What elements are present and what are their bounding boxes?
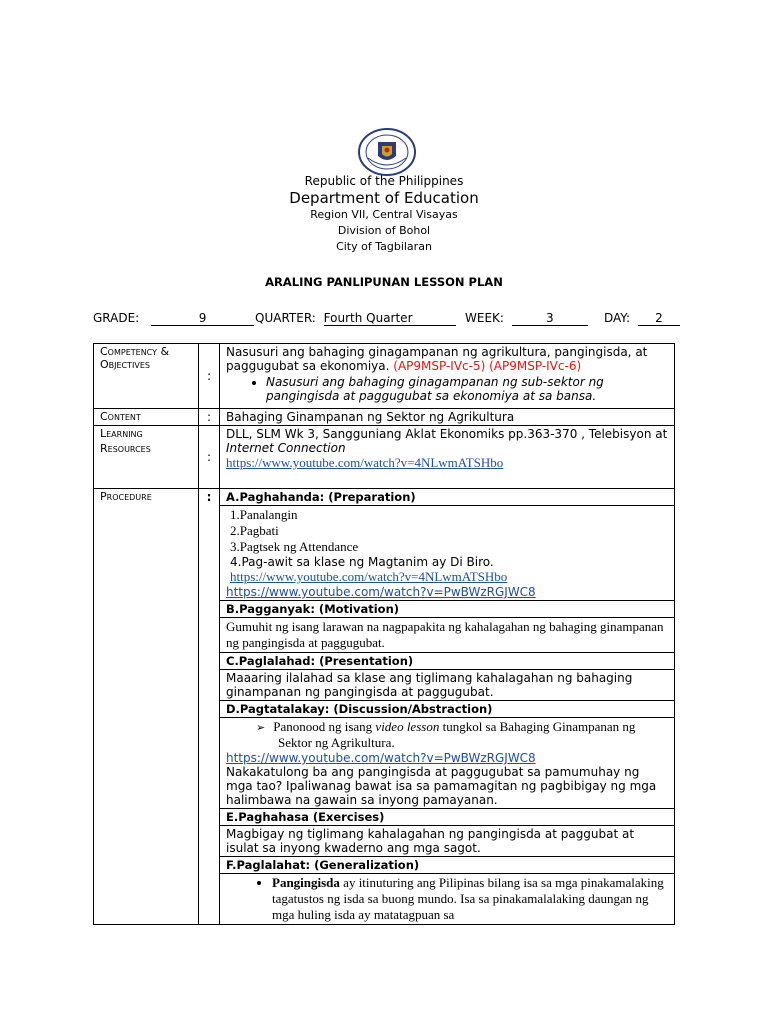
content-colon: :: [199, 409, 220, 426]
department-line: Department of Education: [289, 189, 479, 207]
lesson-plan-table: [93, 343, 675, 925]
region-line: Region VII, Central Visayas: [310, 208, 458, 221]
competency-bullet: • Nasusuri ang bahaging ginagampanan ng sub-sektor ng pangingisda at paggugubat sa ekonomiya at sa bansa.: [266, 375, 668, 403]
prep-youtube-link-1[interactable]: https://www.youtube.com/watch?v=4NLwmATSHbo: [230, 569, 508, 584]
presentation-text: Maaaring ilalahad sa klase ang tiglimang kahalagahan ng bahaging ginampanan ng pangingisda at paggugubat.: [220, 670, 675, 701]
competency-label: Competency & Objectives: [94, 344, 199, 409]
discussion-text: Nakakatulong ba ang pangingisda at paggugubat sa pamumuhay ng mga tao? Ipaliwanag bawat isa sa pamamagitan ng pagbibigay ng mga halimbawa na gawain sa inyong pamayanan.: [226, 765, 657, 807]
day-value: 2: [638, 312, 680, 326]
presentation-title: C.Paglalahad: (Presentation): [220, 653, 675, 670]
week-label: WEEK:: [465, 311, 504, 325]
prep-item-3: 3.Pagtsek ng Attendance: [230, 539, 359, 554]
deped-seal-logo: [356, 128, 418, 176]
generalization-title: F.Paglalahat: (Generalization): [220, 857, 675, 874]
content-label: Content: [94, 409, 199, 426]
generalization-content: [220, 874, 675, 925]
grade-value: 9: [151, 312, 254, 326]
resources-youtube-link[interactable]: https://www.youtube.com/watch?v=4NLwmATSHbo: [226, 455, 504, 470]
exercises-title: E.Paghahasa (Exercises): [220, 809, 675, 826]
prep-item-4: 4.Pag-awit sa klase ng Magtanim ay Di Biro.: [230, 555, 494, 569]
content-row: [94, 409, 675, 426]
procedure-row-a-title: [94, 489, 675, 506]
procedure-colon: :: [199, 489, 220, 925]
quarter-label: QUARTER:: [255, 311, 316, 325]
procedure-label: Procedure: [94, 489, 199, 925]
exercises-text: Magbigay ng tiglimang kahalagahan ng pangingisda at paggubat at isulat sa inyong kwaderno ang mga sagot.: [220, 826, 675, 857]
competency-colon: :: [199, 344, 220, 409]
quarter-value: Fourth Quarter: [324, 312, 456, 326]
competency-row: [94, 344, 675, 409]
division-line: Division of Bohol: [337, 224, 431, 237]
competency-text: Nasusuri ang bahaging ginagampanan ng agrikultura, pangingisda, at paggugubat sa ekonomiya. (AP9MSP-IVc-5) (AP9MSP-IVc-6) • Nasusuri ang bahaging ginagampanan ng sub-sektor ng pangingisda at paggugubat sa ekonomiya at sa bansa.: [220, 344, 675, 409]
resources-text: DLL, SLM Wk 3, Sangguniang Aklat Ekonomiks pp.363-370 , Telebisyon at Internet Connection https://www.youtube.com/watch?v=4NLwmATSHbo: [220, 426, 675, 489]
prep-item-1: 1.Panalangin: [230, 507, 298, 522]
document-title: ARALING PANLIPUNAN LESSON PLAN: [265, 275, 503, 289]
motivation-text: Gumuhit ng isang larawan na nagpapakita ng kahalagahan ng bahaging ginampanan ng pangingisda at paggugubat.: [220, 618, 675, 653]
preparation-title: A.Paghahanda: (Preparation): [220, 489, 675, 506]
discussion-youtube-link[interactable]: https://www.youtube.com/watch?v=PwBWzRGJWC8: [226, 751, 536, 765]
republic-line: Republic of the Philippines: [304, 174, 464, 188]
discussion-content: [220, 718, 675, 809]
resources-label: Learning Resources: [94, 426, 199, 489]
motivation-title: B.Pagganyak: (Motivation): [220, 601, 675, 618]
preparation-content: [220, 506, 675, 601]
discussion-title: D.Pagtatalakay: (Discussion/Abstraction): [220, 701, 675, 718]
discussion-bullet: ➢ Panonood ng isang video lesson tungkol sa Bahaging Ginampanan ng Sektor ng Agrikultura.: [278, 719, 668, 751]
resources-colon: :: [199, 426, 220, 489]
week-value: 3: [512, 312, 588, 326]
competency-codes: (AP9MSP-IVc-5) (AP9MSP-IVc-6): [393, 359, 582, 373]
resources-row: [94, 426, 675, 489]
generalization-bullet: • Pangingisda ay itinuturing ang Pilipinas bilang isa sa mga pinakamalaking tagatustos ng isda sa buong mundo. Isa sa pinakamalalaking daungan ng mga huling isda ay matatagpuan sa: [272, 875, 668, 923]
day-label: DAY:: [604, 311, 631, 325]
city-line: City of Tagbilaran: [336, 240, 432, 253]
prep-youtube-link-2[interactable]: https://www.youtube.com/watch?v=PwBWzRGJWC8: [226, 585, 536, 599]
grade-label: GRADE:: [93, 311, 140, 325]
prep-item-2: 2.Pagbati: [230, 523, 279, 538]
content-text: Bahaging Ginampanan ng Sektor ng Agrikultura: [220, 409, 675, 426]
